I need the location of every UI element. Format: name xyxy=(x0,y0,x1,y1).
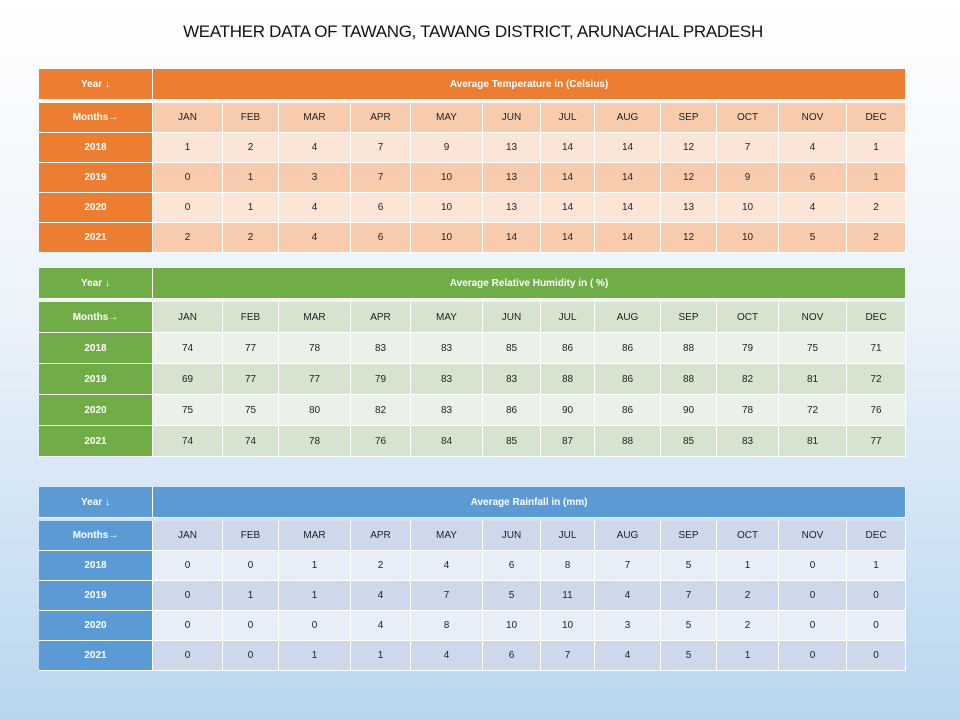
table-cell: 0 xyxy=(223,551,279,581)
table-cell: 1 xyxy=(153,133,223,163)
table-cell: 74 xyxy=(223,426,279,457)
table-cell: 77 xyxy=(223,364,279,395)
month-label: FEB xyxy=(223,103,279,133)
table-cell: 7 xyxy=(661,581,717,611)
table-cell: 82 xyxy=(717,364,779,395)
table-cell: 85 xyxy=(661,426,717,457)
month-label: NOV xyxy=(779,302,847,333)
table-cell: 1 xyxy=(223,581,279,611)
table-cell: 0 xyxy=(779,551,847,581)
table-cell: 7 xyxy=(351,133,411,163)
month-label: APR xyxy=(351,521,411,551)
table-cell: 4 xyxy=(779,193,847,223)
table-cell: 10 xyxy=(717,223,779,253)
table-cell: 76 xyxy=(351,426,411,457)
table-cell: 77 xyxy=(223,333,279,364)
table-cell: 83 xyxy=(483,364,541,395)
table-cell: 86 xyxy=(541,333,595,364)
months-header: Months→ xyxy=(39,302,153,333)
months-row xyxy=(39,103,906,133)
table-cell: 8 xyxy=(411,611,483,641)
table-cell: 78 xyxy=(717,395,779,426)
months-header: Months→ xyxy=(39,103,153,133)
table-cell: 10 xyxy=(411,163,483,193)
table-cell: 0 xyxy=(153,581,223,611)
table-cell: 12 xyxy=(661,133,717,163)
month-label: AUG xyxy=(595,103,661,133)
table-cell: 1 xyxy=(717,641,779,671)
table-cell: 14 xyxy=(483,223,541,253)
table-cell: 4 xyxy=(279,133,351,163)
page-title: WEATHER DATA OF TAWANG, TAWANG DISTRICT, ARUNACHAL PRADESH xyxy=(183,22,763,41)
table-cell: 5 xyxy=(779,223,847,253)
table-cell: 2 xyxy=(847,223,906,253)
month-label: MAY xyxy=(411,103,483,133)
year-label: 2019 xyxy=(39,163,153,193)
table-cell: 0 xyxy=(779,581,847,611)
table-row xyxy=(39,163,906,193)
table-cell: 0 xyxy=(153,641,223,671)
year-label: 2020 xyxy=(39,193,153,223)
year-header: Year ↓ xyxy=(39,268,153,299)
table-cell: 5 xyxy=(661,611,717,641)
month-label: JUN xyxy=(483,103,541,133)
table-cell: 84 xyxy=(411,426,483,457)
year-label: 2021 xyxy=(39,426,153,457)
table-cell: 78 xyxy=(279,426,351,457)
table-cell: 88 xyxy=(661,364,717,395)
table-cell: 14 xyxy=(595,193,661,223)
table-cell: 5 xyxy=(661,551,717,581)
table-cell: 88 xyxy=(661,333,717,364)
table-cell: 10 xyxy=(541,611,595,641)
table-cell: 0 xyxy=(847,641,906,671)
table-cell: 86 xyxy=(595,333,661,364)
table-cell: 71 xyxy=(847,333,906,364)
month-label: JUL xyxy=(541,103,595,133)
month-label: FEB xyxy=(223,302,279,333)
table-cell: 75 xyxy=(223,395,279,426)
table-cell: 77 xyxy=(847,426,906,457)
table-cell: 4 xyxy=(411,551,483,581)
year-label: 2020 xyxy=(39,611,153,641)
humidity-table xyxy=(39,268,906,457)
table-cell: 1 xyxy=(847,133,906,163)
table-cell: 2 xyxy=(223,223,279,253)
table-cell: 82 xyxy=(351,395,411,426)
table-cell: 81 xyxy=(779,426,847,457)
table-cell: 75 xyxy=(153,395,223,426)
table-cell: 1 xyxy=(223,193,279,223)
table-cell: 1 xyxy=(223,163,279,193)
table-cell: 0 xyxy=(223,641,279,671)
year-header: Year ↓ xyxy=(39,69,153,100)
rainfall-table xyxy=(39,487,906,671)
table-cell: 14 xyxy=(541,223,595,253)
month-label: JAN xyxy=(153,302,223,333)
table-cell: 83 xyxy=(411,395,483,426)
table-cell: 7 xyxy=(351,163,411,193)
table-cell: 78 xyxy=(279,333,351,364)
month-label: DEC xyxy=(847,302,906,333)
table-cell: 75 xyxy=(779,333,847,364)
table-cell: 12 xyxy=(661,163,717,193)
table-cell: 4 xyxy=(351,611,411,641)
table-cell: 74 xyxy=(153,426,223,457)
table-row xyxy=(39,223,906,253)
table-cell: 69 xyxy=(153,364,223,395)
month-label: SEP xyxy=(661,521,717,551)
table-cell: 4 xyxy=(351,581,411,611)
table-cell: 85 xyxy=(483,426,541,457)
table-row xyxy=(39,611,906,641)
table-cell: 85 xyxy=(483,333,541,364)
month-label: APR xyxy=(351,302,411,333)
table-cell: 9 xyxy=(411,133,483,163)
table-title-row xyxy=(39,487,906,518)
table-cell: 0 xyxy=(279,611,351,641)
year-label: 2018 xyxy=(39,333,153,364)
month-label: NOV xyxy=(779,103,847,133)
table-row xyxy=(39,193,906,223)
table-cell: 86 xyxy=(595,364,661,395)
month-label: MAY xyxy=(411,302,483,333)
table-cell: 12 xyxy=(661,223,717,253)
table-cell: 1 xyxy=(279,641,351,671)
table-cell: 2 xyxy=(153,223,223,253)
table-cell: 14 xyxy=(595,133,661,163)
table-cell: 81 xyxy=(779,364,847,395)
table-row xyxy=(39,581,906,611)
table-cell: 13 xyxy=(483,133,541,163)
table-cell: 90 xyxy=(541,395,595,426)
table-row xyxy=(39,364,906,395)
table-cell: 2 xyxy=(351,551,411,581)
table-cell: 83 xyxy=(411,364,483,395)
year-label: 2019 xyxy=(39,581,153,611)
month-label: APR xyxy=(351,103,411,133)
table-title-row xyxy=(39,69,906,100)
table-cell: 14 xyxy=(595,163,661,193)
table-cell: 86 xyxy=(595,395,661,426)
table-cell: 6 xyxy=(483,551,541,581)
table-cell: 2 xyxy=(847,193,906,223)
table-cell: 0 xyxy=(153,551,223,581)
table-title: Average Relative Humidity in ( %) xyxy=(153,268,906,299)
month-label: AUG xyxy=(595,521,661,551)
month-label: AUG xyxy=(595,302,661,333)
table-cell: 0 xyxy=(153,163,223,193)
year-label: 2018 xyxy=(39,551,153,581)
table-cell: 74 xyxy=(153,333,223,364)
month-label: OCT xyxy=(717,302,779,333)
table-cell: 1 xyxy=(847,551,906,581)
months-header: Months→ xyxy=(39,521,153,551)
month-label: MAR xyxy=(279,521,351,551)
table-cell: 72 xyxy=(847,364,906,395)
month-label: JAN xyxy=(153,103,223,133)
table-cell: 6 xyxy=(779,163,847,193)
table-cell: 8 xyxy=(541,551,595,581)
month-label: DEC xyxy=(847,103,906,133)
table-cell: 4 xyxy=(779,133,847,163)
table-cell: 13 xyxy=(483,163,541,193)
table-cell: 5 xyxy=(483,581,541,611)
table-cell: 14 xyxy=(541,193,595,223)
table-cell: 14 xyxy=(595,223,661,253)
table-cell: 10 xyxy=(483,611,541,641)
table-row xyxy=(39,551,906,581)
table-cell: 3 xyxy=(595,611,661,641)
year-label: 2020 xyxy=(39,395,153,426)
month-label: JUL xyxy=(541,521,595,551)
table-cell: 6 xyxy=(351,193,411,223)
table-cell: 7 xyxy=(595,551,661,581)
table-row xyxy=(39,426,906,457)
table-row xyxy=(39,395,906,426)
month-label: JAN xyxy=(153,521,223,551)
table-cell: 5 xyxy=(661,641,717,671)
month-label: NOV xyxy=(779,521,847,551)
table-cell: 4 xyxy=(279,193,351,223)
month-label: MAR xyxy=(279,302,351,333)
table-cell: 83 xyxy=(717,426,779,457)
month-label: MAY xyxy=(411,521,483,551)
table-cell: 0 xyxy=(153,193,223,223)
table-cell: 14 xyxy=(541,133,595,163)
table-cell: 4 xyxy=(411,641,483,671)
table-cell: 76 xyxy=(847,395,906,426)
month-label: DEC xyxy=(847,521,906,551)
table-cell: 90 xyxy=(661,395,717,426)
table-title: Average Temperature in (Celsius) xyxy=(153,69,906,100)
month-label: OCT xyxy=(717,521,779,551)
table-row xyxy=(39,133,906,163)
table-cell: 6 xyxy=(351,223,411,253)
table-cell: 11 xyxy=(541,581,595,611)
month-label: FEB xyxy=(223,521,279,551)
table-cell: 6 xyxy=(483,641,541,671)
table-cell: 0 xyxy=(847,581,906,611)
month-label: SEP xyxy=(661,103,717,133)
table-cell: 1 xyxy=(717,551,779,581)
table-cell: 72 xyxy=(779,395,847,426)
table-cell: 4 xyxy=(279,223,351,253)
table-cell: 13 xyxy=(483,193,541,223)
month-label: JUL xyxy=(541,302,595,333)
table-cell: 77 xyxy=(279,364,351,395)
table-row xyxy=(39,641,906,671)
table-cell: 2 xyxy=(717,611,779,641)
table-cell: 88 xyxy=(541,364,595,395)
year-label: 2021 xyxy=(39,641,153,671)
table-cell: 86 xyxy=(483,395,541,426)
table-cell: 7 xyxy=(411,581,483,611)
table-cell: 0 xyxy=(847,611,906,641)
table-cell: 83 xyxy=(411,333,483,364)
table-cell: 10 xyxy=(411,223,483,253)
table-cell: 80 xyxy=(279,395,351,426)
table-cell: 0 xyxy=(153,611,223,641)
table-title: Average Rainfall in (mm) xyxy=(153,487,906,518)
table-cell: 1 xyxy=(279,581,351,611)
temperature-table xyxy=(39,69,906,253)
table-cell: 1 xyxy=(847,163,906,193)
table-cell: 7 xyxy=(717,133,779,163)
table-cell: 1 xyxy=(279,551,351,581)
table-cell: 83 xyxy=(351,333,411,364)
table-cell: 7 xyxy=(541,641,595,671)
table-cell: 2 xyxy=(717,581,779,611)
table-cell: 79 xyxy=(351,364,411,395)
table-cell: 88 xyxy=(595,426,661,457)
month-label: JUN xyxy=(483,302,541,333)
months-row xyxy=(39,302,906,333)
month-label: SEP xyxy=(661,302,717,333)
months-row xyxy=(39,521,906,551)
table-cell: 4 xyxy=(595,581,661,611)
table-cell: 2 xyxy=(223,133,279,163)
year-label: 2019 xyxy=(39,364,153,395)
month-label: JUN xyxy=(483,521,541,551)
month-label: MAR xyxy=(279,103,351,133)
table-cell: 87 xyxy=(541,426,595,457)
year-header: Year ↓ xyxy=(39,487,153,518)
table-cell: 79 xyxy=(717,333,779,364)
table-cell: 13 xyxy=(661,193,717,223)
table-cell: 3 xyxy=(279,163,351,193)
table-row xyxy=(39,333,906,364)
table-cell: 14 xyxy=(541,163,595,193)
table-cell: 0 xyxy=(779,641,847,671)
table-cell: 10 xyxy=(717,193,779,223)
table-title-row xyxy=(39,268,906,299)
month-label: OCT xyxy=(717,103,779,133)
table-cell: 9 xyxy=(717,163,779,193)
year-label: 2018 xyxy=(39,133,153,163)
table-cell: 10 xyxy=(411,193,483,223)
table-cell: 0 xyxy=(223,611,279,641)
table-cell: 0 xyxy=(779,611,847,641)
table-cell: 4 xyxy=(595,641,661,671)
year-label: 2021 xyxy=(39,223,153,253)
table-cell: 1 xyxy=(351,641,411,671)
